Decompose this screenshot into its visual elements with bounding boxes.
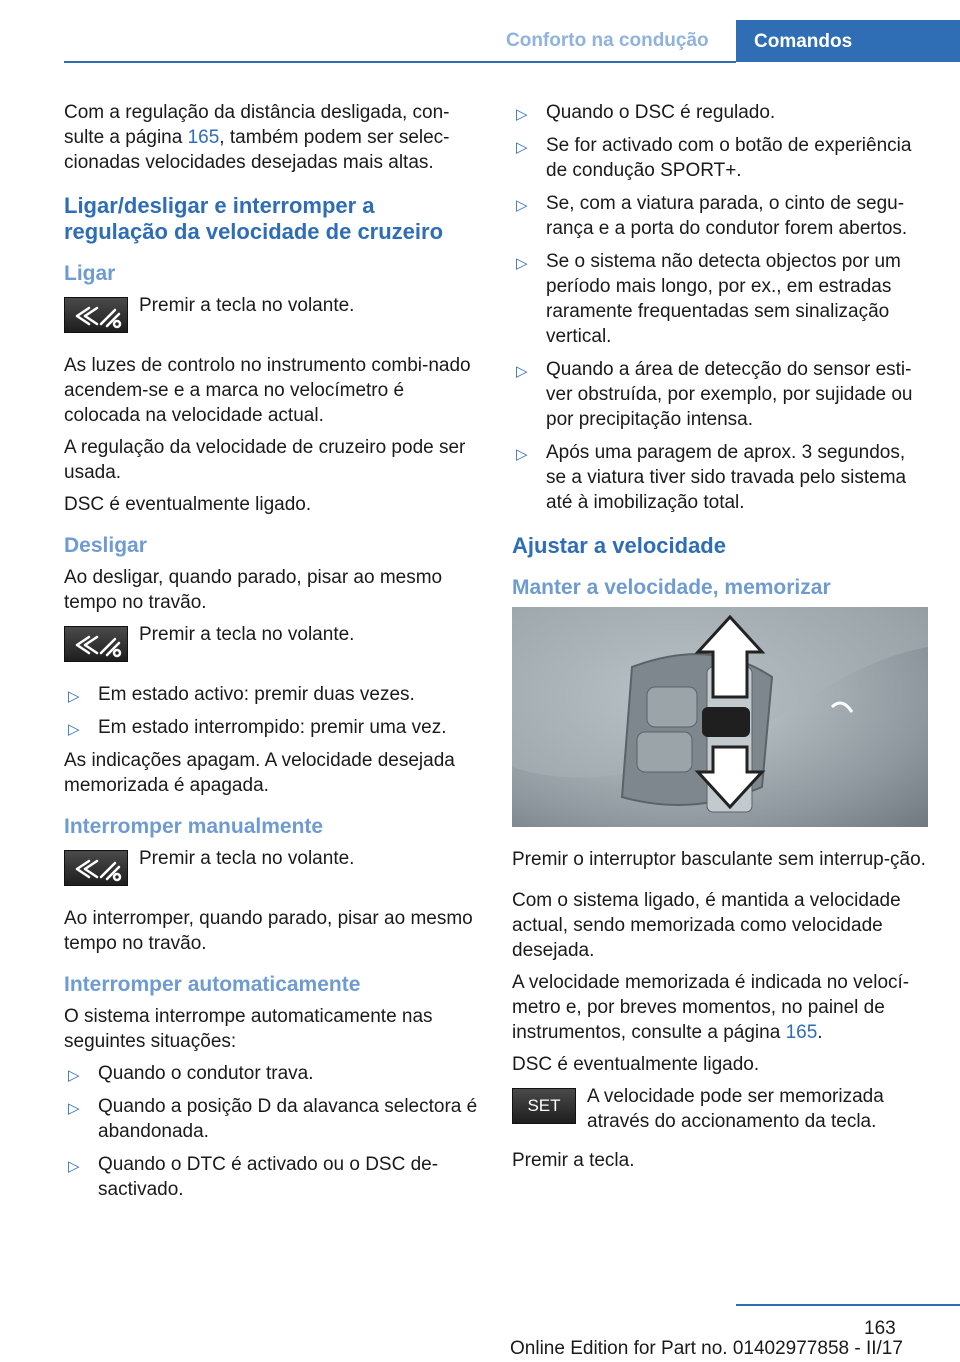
list-item: ▷ Se o sistema não detecta objectos por um período mais longo, por ex., em estradas raramente frequentadas sem sinalização vertical. xyxy=(516,251,901,347)
heading-manual: Interromper manualmente xyxy=(64,815,324,838)
cruise-control-icon xyxy=(64,297,128,333)
edition-note: Online Edition for Part no. 01402977858 - II/17 xyxy=(510,1338,903,1359)
bullet-list xyxy=(64,682,480,740)
key-text: A velocidade pode ser memorizada através do accionamento da tecla. xyxy=(587,1086,884,1132)
list-item: ▷ Quando o DSC é regulado. xyxy=(512,100,928,125)
key-instruction xyxy=(64,846,480,892)
paragraph: Premir o interruptor basculante sem interrup-ção. xyxy=(512,849,926,870)
bullet-icon: ▷ xyxy=(68,688,80,705)
bullet-icon: ▷ xyxy=(516,363,528,380)
paragraph: O sistema interrompe automaticamente nas seguintes situações: xyxy=(64,1006,433,1052)
list-item: ▷ Quando o condutor trava. xyxy=(64,1061,480,1086)
key-text: Premir a tecla no volante. xyxy=(139,848,355,869)
cruise-control-icon xyxy=(64,850,128,886)
steering-wheel-image xyxy=(512,607,928,827)
page-header xyxy=(0,0,960,62)
heading-ajustar: Ajustar a velocidade xyxy=(512,533,726,558)
page-link[interactable]: 165 xyxy=(187,127,220,148)
bullet-icon: ▷ xyxy=(516,139,528,156)
page-number: 163 xyxy=(864,1318,896,1339)
list-item: ▷ Quando a posição D da alavanca selectora é abandonada. xyxy=(68,1096,478,1142)
set-key-icon xyxy=(512,1088,576,1124)
paragraph: Ao desligar, quando parado, pisar ao mesmo tempo no travão. xyxy=(64,567,443,613)
paragraph: DSC é eventualmente ligado. xyxy=(64,494,312,515)
bullet-icon: ▷ xyxy=(516,446,528,463)
set-key-label: SET xyxy=(527,1096,561,1115)
bullet-icon: ▷ xyxy=(68,1158,80,1175)
list-item: ▷ Quando o DTC é activado ou o DSC de-sactivado. xyxy=(68,1154,439,1200)
key-instruction xyxy=(64,622,480,668)
list-item: ▷ Após uma paragem de aprox. 3 segundos, se a viatura tiver sido travada pelo sistema até à imobilização total. xyxy=(516,442,907,513)
bullet-icon: ▷ xyxy=(516,197,528,214)
heading-auto: Interromper automaticamente xyxy=(64,973,361,996)
list-item: ▷ Em estado activo: premir duas vezes. xyxy=(64,682,480,707)
bullet-icon: ▷ xyxy=(68,1100,80,1117)
key-instruction xyxy=(512,1084,928,1134)
list-item: ▷ Quando a área de detecção do sensor esti-ver obstruída, por exemplo, por sujidade ou por precipitação intensa. xyxy=(516,359,913,430)
cruise-control-icon xyxy=(64,626,128,662)
heading-ligar: Ligar xyxy=(64,262,116,285)
heading-manter: Manter a velocidade, memorizar xyxy=(512,576,831,599)
paragraph: Com o sistema ligado, é mantida a velocidade actual, sendo memorizada como velocidade desejada. xyxy=(512,890,901,961)
bullet-icon: ▷ xyxy=(516,106,528,123)
paragraph: As luzes de controlo no instrumento combi-nado acendem-se e a marca no velocímetro é colocada na velocidade actual. xyxy=(64,355,471,426)
key-instruction xyxy=(64,293,480,339)
paragraph: A velocidade memorizada é indicada no velocí-metro e, por breves momentos, no painel de instrumentos, consulte a página 165. xyxy=(512,972,910,1043)
bullet-icon: ▷ xyxy=(516,255,528,272)
paragraph: Ao interromper, quando parado, pisar ao mesmo tempo no travão. xyxy=(64,908,473,954)
left-column xyxy=(64,100,480,1210)
key-text: Premir a tecla no volante. xyxy=(139,624,355,645)
footer-rule xyxy=(736,1304,960,1306)
bullet-icon: ▷ xyxy=(68,721,80,738)
paragraph: Premir a tecla. xyxy=(512,1150,635,1171)
heading-desligar: Desligar xyxy=(64,534,147,557)
section-title: Conforto na condução xyxy=(506,30,709,51)
page-link[interactable]: 165 xyxy=(785,1022,818,1043)
heading-on-off: Ligar/desligar e interromper a regulação da velocidade de cruzeiro xyxy=(64,193,444,244)
header-rule xyxy=(64,61,736,63)
bullet-icon: ▷ xyxy=(68,1067,80,1084)
list-item: ▷ Se for activado com o botão de experiência de condução SPORT+. xyxy=(516,135,912,181)
chapter-tab: Comandos xyxy=(736,20,960,62)
bullet-list xyxy=(512,100,928,515)
paragraph: As indicações apagam. A velocidade desejada memorizada é apagada. xyxy=(64,750,455,796)
list-item: ▷ Em estado interrompido: premir uma vez. xyxy=(64,715,480,740)
intro-paragraph: Com a regulação da distância desligada, con-sulte a página 165, também podem ser selec-cionadas velocidades desejadas mais altas. xyxy=(64,102,450,173)
paragraph: DSC é eventualmente ligado. xyxy=(512,1054,760,1075)
paragraph: A regulação da velocidade de cruzeiro pode ser usada. xyxy=(64,437,466,483)
bullet-list xyxy=(64,1061,480,1202)
key-text: Premir a tecla no volante. xyxy=(139,295,355,316)
list-item: ▷ Se, com a viatura parada, o cinto de segu-rança e a porta do condutor forem abertos. xyxy=(516,193,908,239)
right-column xyxy=(512,100,928,1180)
